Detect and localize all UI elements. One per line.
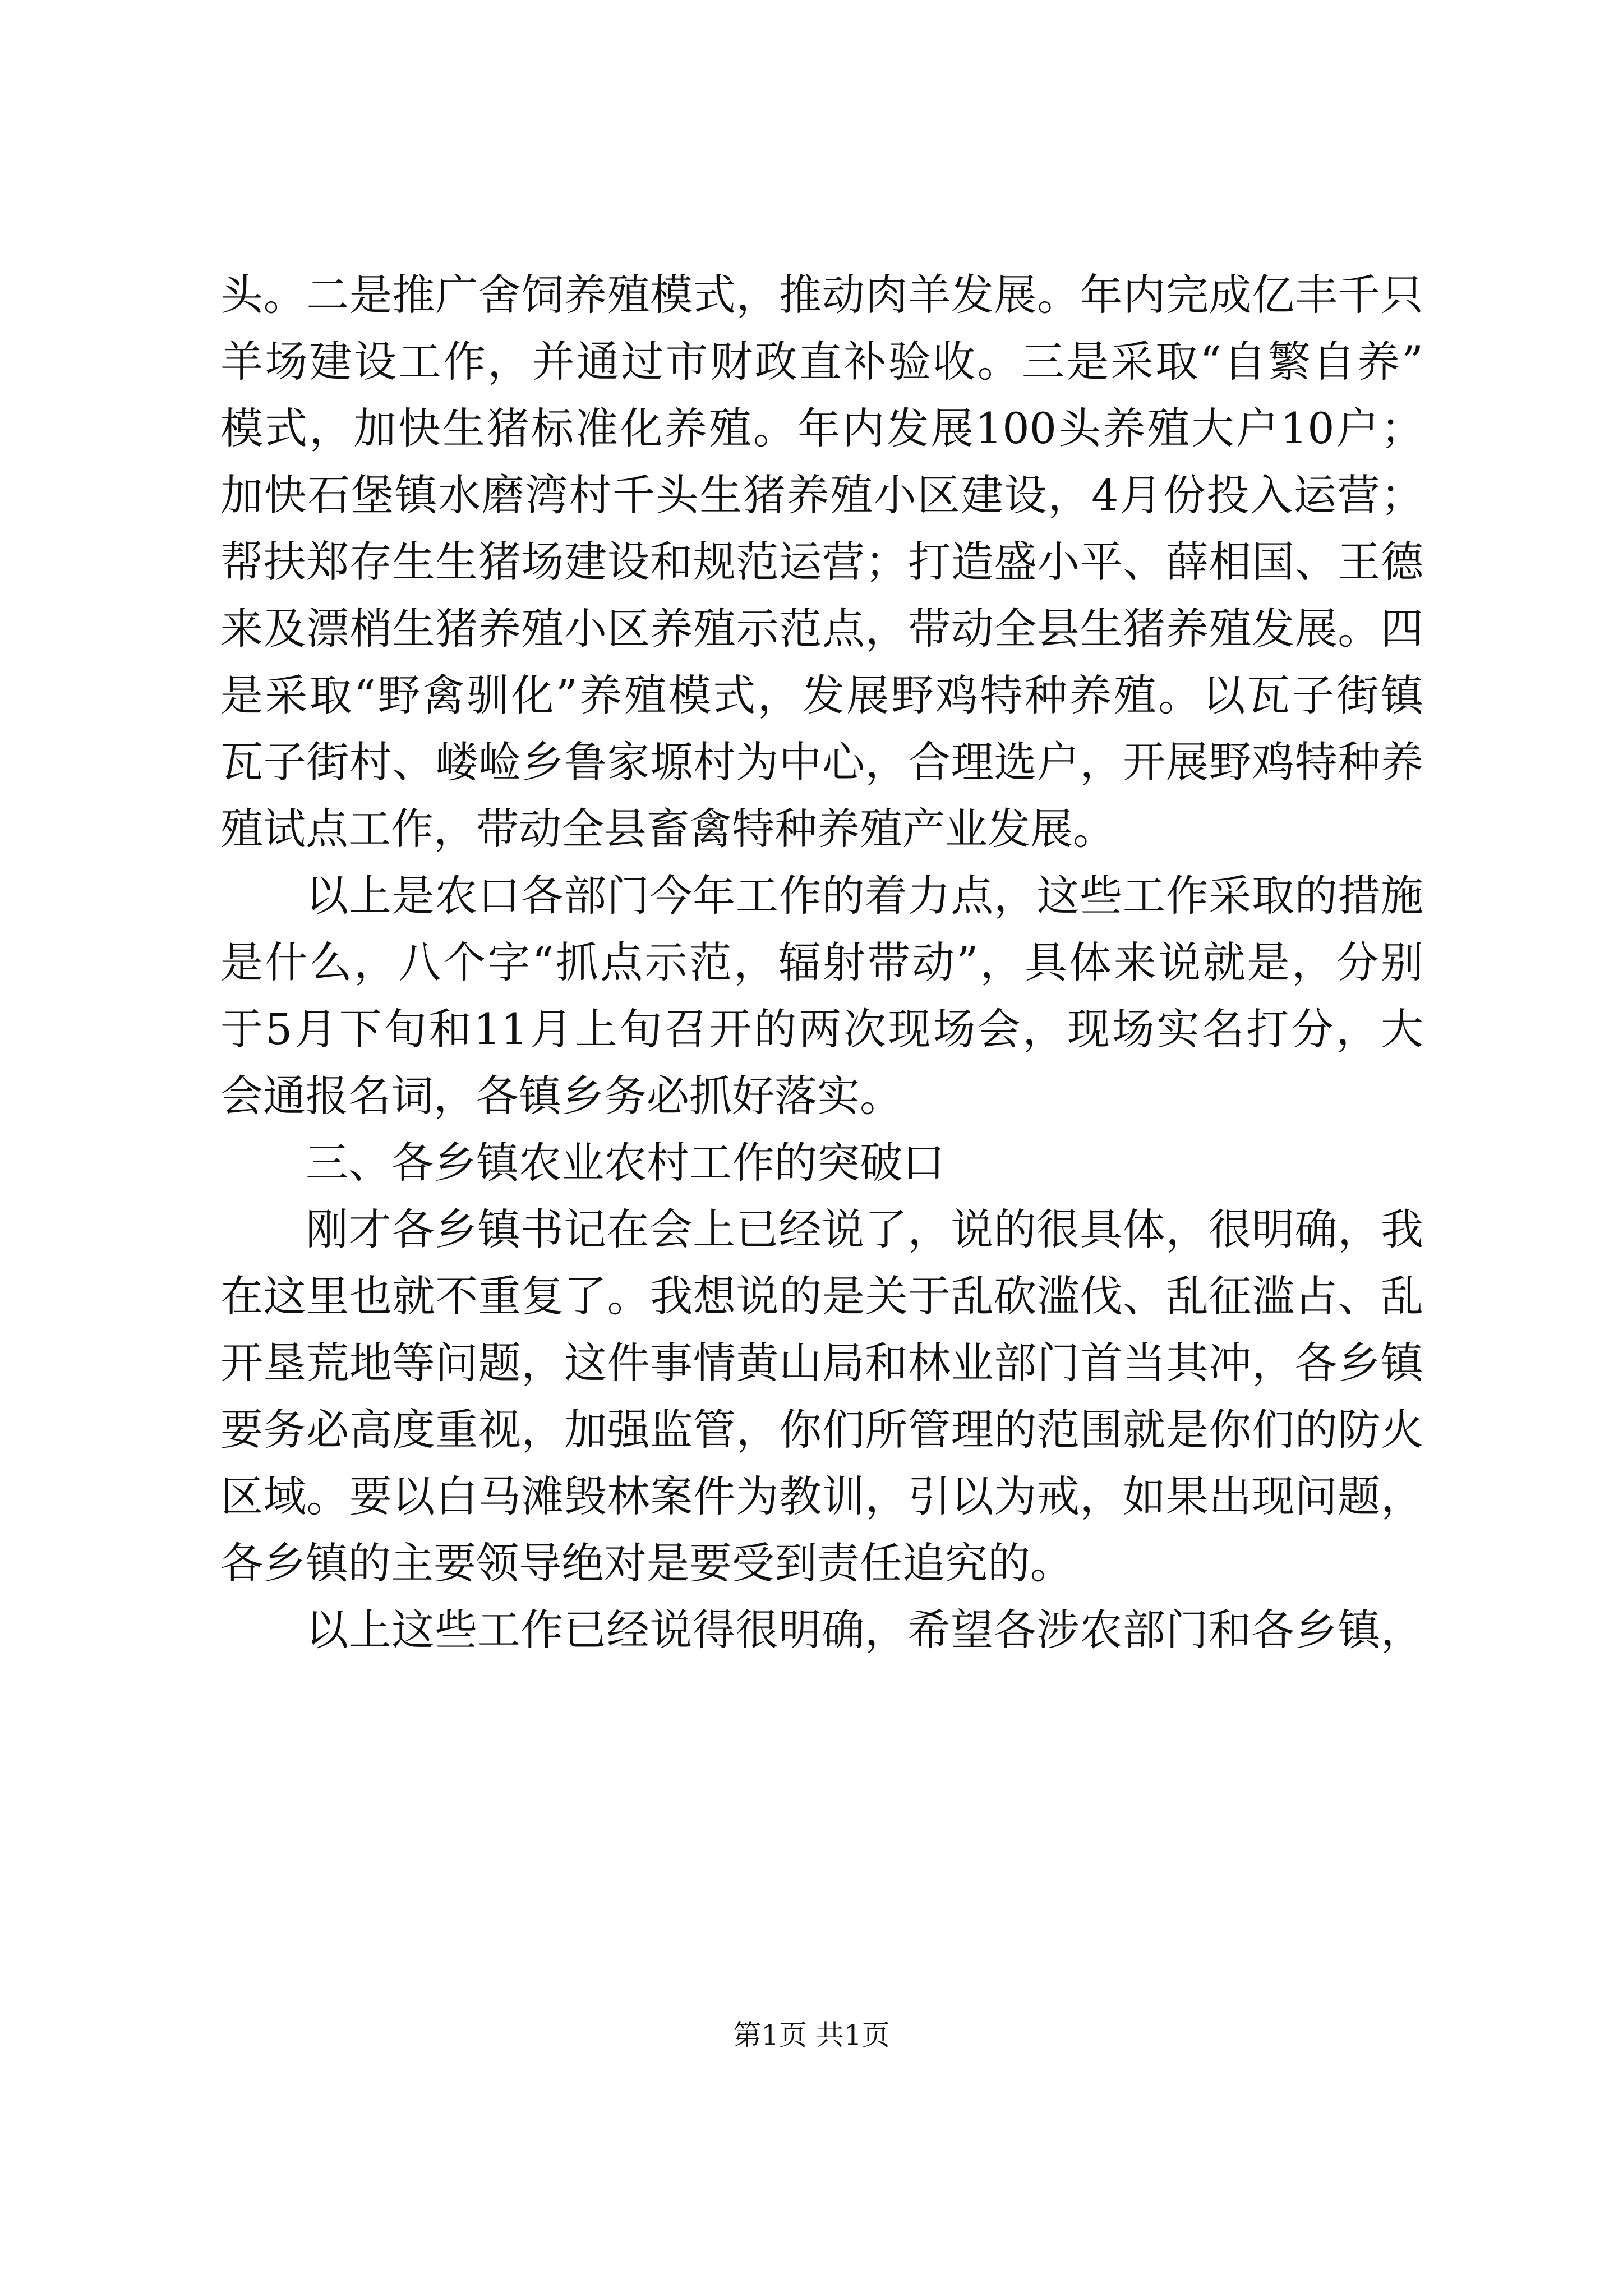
text-line: 羊场建设工作，并通过市财政直补验收。三是采取“自繁自养” bbox=[220, 337, 1423, 386]
paragraph-first-line: 以上这些工作已经说得很明确，希望各涉农部门和各乡镇， bbox=[306, 1605, 1423, 1655]
text-line: 瓦子街村、嵝崄乡鲁家塬村为中心，合理选户，开展野鸡特种养 bbox=[220, 737, 1423, 787]
text-line: 来及漂梢生猪养殖小区养殖示范点，带动全县生猪养殖发展。四 bbox=[220, 604, 1423, 654]
text-line: 在这里也就不重复了。我想说的是关于乱砍滥伐、乱征滥占、乱 bbox=[220, 1271, 1423, 1321]
text-line: 要务必高度重视，加强监管，你们所管理的范围就是你们的防火 bbox=[220, 1405, 1423, 1455]
text-line: 是采取“野禽驯化”养殖模式，发展野鸡特种养殖。以瓦子街镇 bbox=[220, 670, 1423, 720]
text-line: 会通报名词，各镇乡务必抓好落实。 bbox=[220, 1071, 902, 1121]
text-line: 头。二是推广舍饲养殖模式，推动肉羊发展。年内完成亿丰千只 bbox=[220, 270, 1423, 320]
text-line: 加快石堡镇水磨湾村千头生猪养殖小区建设，4月份投入运营； bbox=[220, 470, 1423, 520]
text-line: 开垦荒地等问题，这件事情黄山局和林业部门首当其冲，各乡镇 bbox=[220, 1338, 1423, 1388]
section-heading: 三、各乡镇农业农村工作的突破口 bbox=[306, 1138, 945, 1188]
paragraph-first-line: 以上是农口各部门今年工作的着力点，这些工作采取的措施 bbox=[306, 871, 1423, 921]
text-line: 模式，加快生猪标准化养殖。年内发展100头养殖大户10户； bbox=[220, 403, 1423, 453]
text-line: 各乡镇的主要领导绝对是要受到责任追究的。 bbox=[220, 1538, 1073, 1588]
text-line: 殖试点工作，带动全县畜禽特种养殖产业发展。 bbox=[220, 804, 1115, 854]
text-line: 是什么，八个字“抓点示范，辐射带动”，具体来说就是，分别 bbox=[220, 937, 1423, 987]
paragraph-first-line: 刚才各乡镇书记在会上已经说了，说的很具体，很明确，我 bbox=[306, 1204, 1423, 1254]
text-line: 区域。要以白马滩毁林案件为教训，引以为戒，如果出现问题， bbox=[220, 1471, 1423, 1521]
text-line: 于5月下旬和11月上旬召开的两次现场会，现场实名打分，大 bbox=[220, 1004, 1423, 1054]
page-footer: 第1页 共1页 bbox=[733, 2019, 890, 2051]
text-line: 帮扶郑存生生猪场建设和规范运营；打造盛小平、薛相国、王德 bbox=[220, 537, 1423, 587]
document-body bbox=[220, 261, 1423, 1663]
